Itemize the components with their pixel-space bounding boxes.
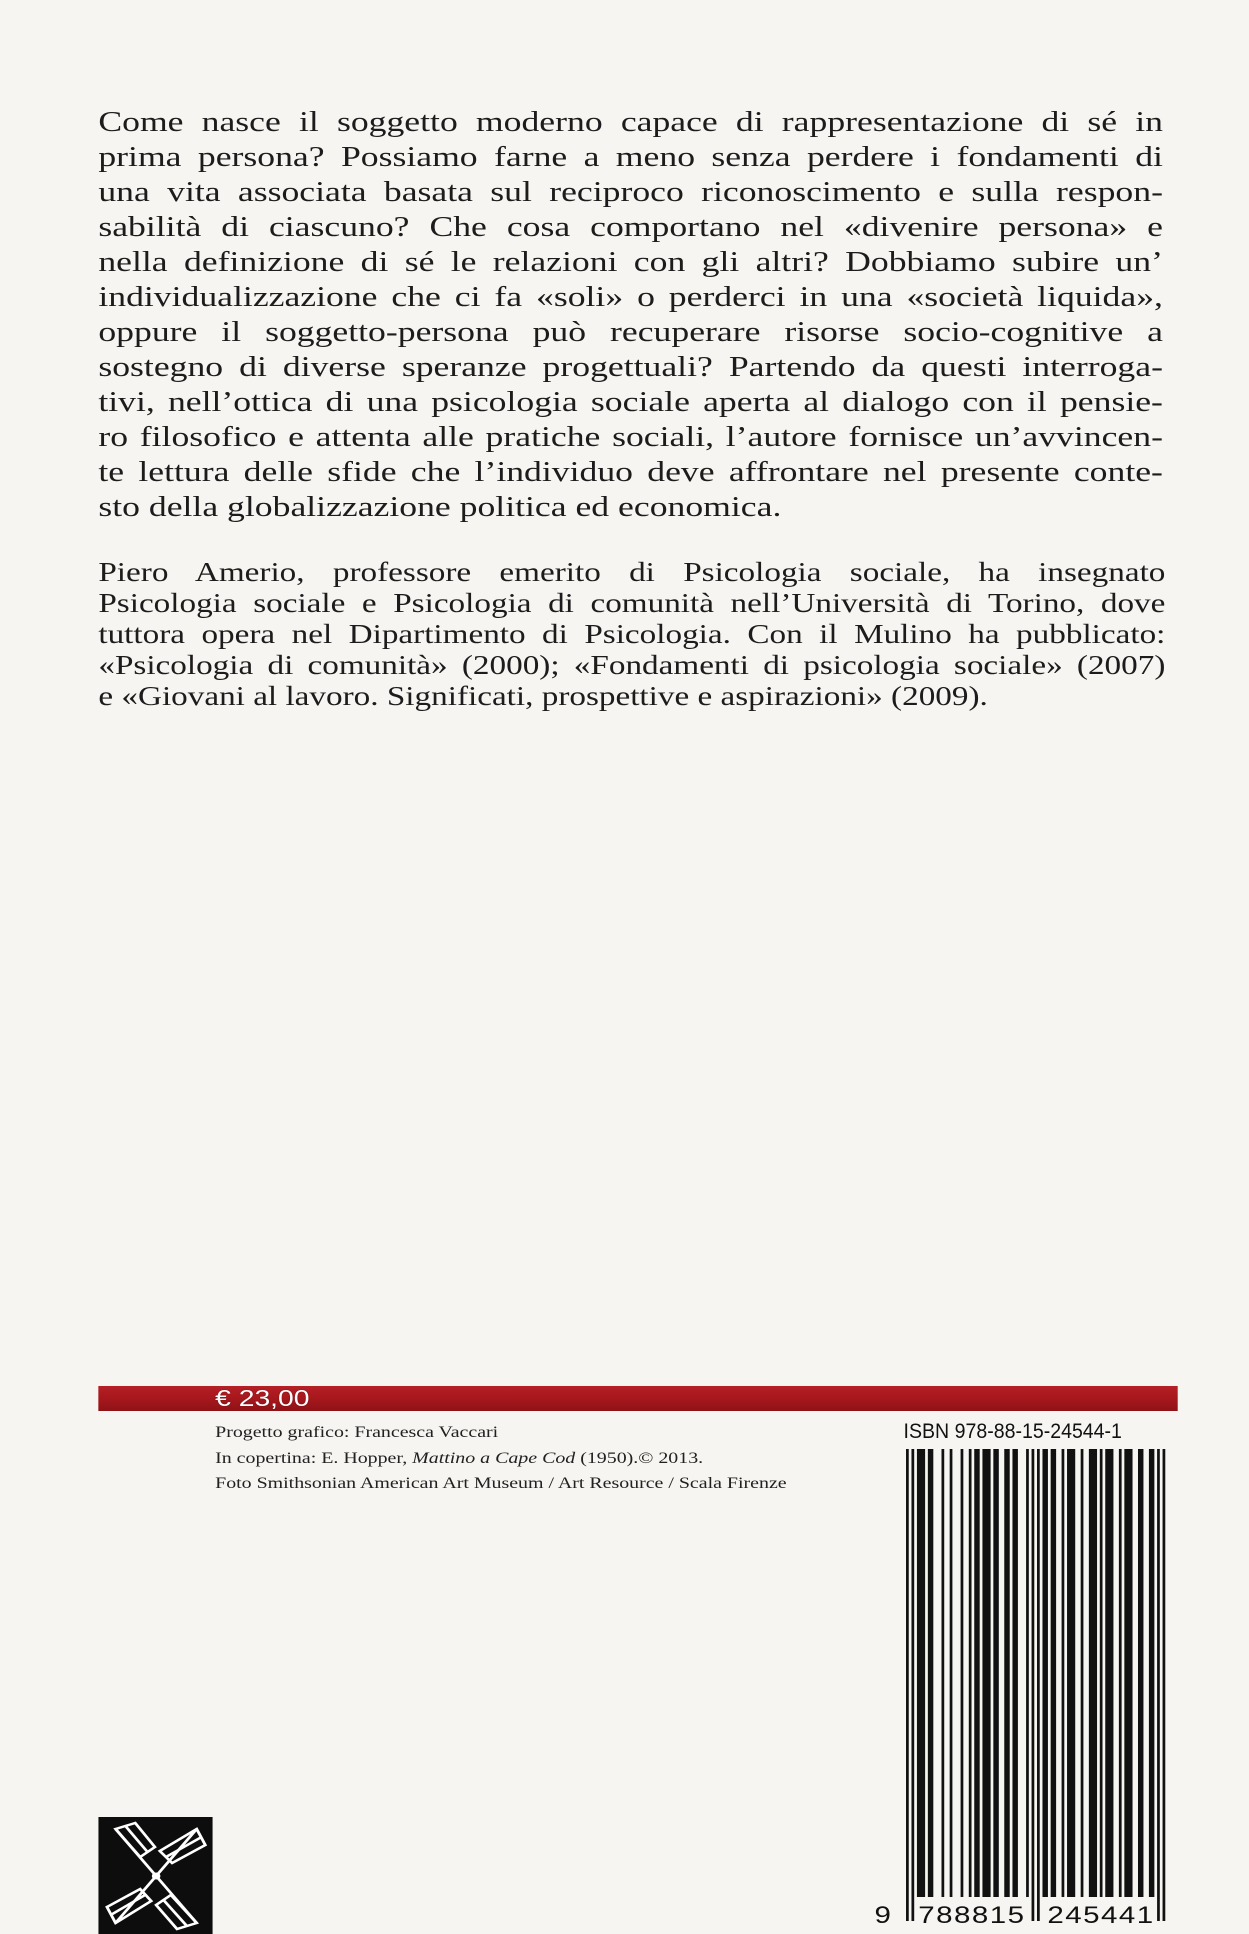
barcode-bar bbox=[1081, 1449, 1084, 1897]
description-line: te lettura delle sfide che l’individuo deve affrontare nel presente conte- bbox=[98, 456, 1163, 488]
barcode-bar bbox=[969, 1449, 972, 1897]
author-bio-line: Psicologia sociale e Psicologia di comunità nell’Università di Torino, dove bbox=[98, 588, 1166, 618]
barcode-bar bbox=[982, 1449, 990, 1897]
credit-cover-prefix: In copertina: E. Hopper, bbox=[215, 1448, 413, 1467]
description-line: sostegno di diverse speranze progettuali? Partendo da questi interroga- bbox=[98, 351, 1163, 383]
barcode-bar bbox=[917, 1449, 925, 1897]
description-line: nella definizione di sé le relazioni con gli altri? Dobbiamo subire un’ bbox=[98, 246, 1163, 278]
description-line: individualizzazione che ci fa «soli» o perderci in una «società liquida», bbox=[98, 281, 1163, 313]
barcode-guard-bar bbox=[906, 1449, 909, 1921]
barcode-bar bbox=[1100, 1449, 1103, 1897]
barcode-bar bbox=[1067, 1449, 1075, 1897]
windmill-logo-icon bbox=[98, 1817, 212, 1934]
credit-cover-suffix: (1950).© 2013. bbox=[575, 1448, 704, 1467]
description-line: tivi, nell’ottica di una psicologia sociale aperta al dialogo con il pensie- bbox=[98, 386, 1163, 418]
author-bio-line: Piero Amerio, professore emerito di Psicologia sociale, ha insegnato bbox=[98, 557, 1166, 587]
barcode-bar bbox=[961, 1449, 964, 1897]
author-bio-line: «Psicologia di comunità» (2000); «Fondamenti di psicologia sociale» (2007) bbox=[98, 650, 1166, 680]
barcode-left-digits: 788815 bbox=[918, 1901, 1025, 1929]
author-bio-line: e «Giovani al lavoro. Significati, prospettive e aspirazioni» (2009). bbox=[98, 681, 988, 711]
barcode-bar bbox=[1089, 1449, 1097, 1897]
price-bar bbox=[98, 1386, 1177, 1411]
description-line: sabilità di ciascuno? Che cosa comportano nel «divenire persona» e bbox=[98, 211, 1163, 243]
barcode-guard-bar bbox=[1032, 1449, 1035, 1921]
barcode-bar bbox=[1138, 1449, 1143, 1897]
price-label: € 23,00 bbox=[215, 1385, 310, 1411]
isbn-label: ISBN 978-88-15-24544-1 bbox=[903, 1420, 1122, 1443]
barcode-bar bbox=[1149, 1449, 1154, 1897]
author-bio-paragraph bbox=[98, 557, 1165, 712]
barcode bbox=[868, 1445, 1175, 1934]
description-paragraph bbox=[98, 105, 1163, 525]
barcode-bar bbox=[1026, 1449, 1029, 1897]
description-line: ro filosofico e attenta alle pratiche sociali, l’autore fornisce un’avvincen- bbox=[98, 421, 1163, 453]
barcode-bar bbox=[1062, 1449, 1065, 1897]
barcode-guard-bar bbox=[1037, 1449, 1040, 1921]
barcode-first-digit: 9 bbox=[874, 1901, 891, 1929]
barcode-right-digits: 245441 bbox=[1047, 1901, 1154, 1929]
barcode-bar bbox=[941, 1449, 944, 1897]
barcode-bar bbox=[1042, 1449, 1047, 1897]
description-line: Come nasce il soggetto moderno capace di rappresentazione di sé in bbox=[98, 106, 1163, 138]
barcode-guard-bar bbox=[911, 1449, 914, 1921]
barcode-bar bbox=[1051, 1449, 1056, 1897]
description-line: sto della globalizzazione politica ed economica. bbox=[98, 491, 782, 523]
credit-photo: Foto Smithsonian American Art Museum / Art Resource / Scala Firenze bbox=[215, 1474, 787, 1492]
credit-cover bbox=[215, 1446, 854, 1472]
barcode-bar bbox=[950, 1449, 953, 1897]
credits-block bbox=[215, 1420, 854, 1497]
barcode-bars bbox=[906, 1449, 1165, 1921]
barcode-bar bbox=[993, 1449, 998, 1897]
barcode-bar bbox=[1124, 1449, 1132, 1897]
barcode-bar bbox=[928, 1449, 933, 1897]
author-bio-line: tuttora opera nel Dipartimento di Psicologia. Con il Mulino ha pubblicato: bbox=[98, 619, 1166, 649]
description-line: prima persona? Possiamo farne a meno senza perdere i fondamenti di bbox=[98, 141, 1163, 173]
barcode-bar bbox=[1012, 1449, 1017, 1897]
barcode-bar bbox=[1119, 1449, 1122, 1897]
barcode-guard-bar bbox=[1157, 1449, 1160, 1921]
barcode-bar bbox=[974, 1449, 979, 1897]
isbn-block bbox=[904, 1419, 1187, 1445]
cover-artwork-title: Mattino a Cape Cod bbox=[412, 1448, 576, 1467]
barcode-guard-bar bbox=[1163, 1449, 1166, 1921]
barcode-bar bbox=[1004, 1449, 1009, 1897]
description-line: oppure il soggetto-persona può recuperare risorse socio-cognitive a bbox=[98, 316, 1163, 348]
credit-design: Progetto grafico: Francesca Vaccari bbox=[215, 1423, 499, 1441]
description-line: una vita associata basata sul reciproco riconoscimento e sulla respon- bbox=[98, 176, 1163, 208]
barcode-bar bbox=[1105, 1449, 1113, 1897]
